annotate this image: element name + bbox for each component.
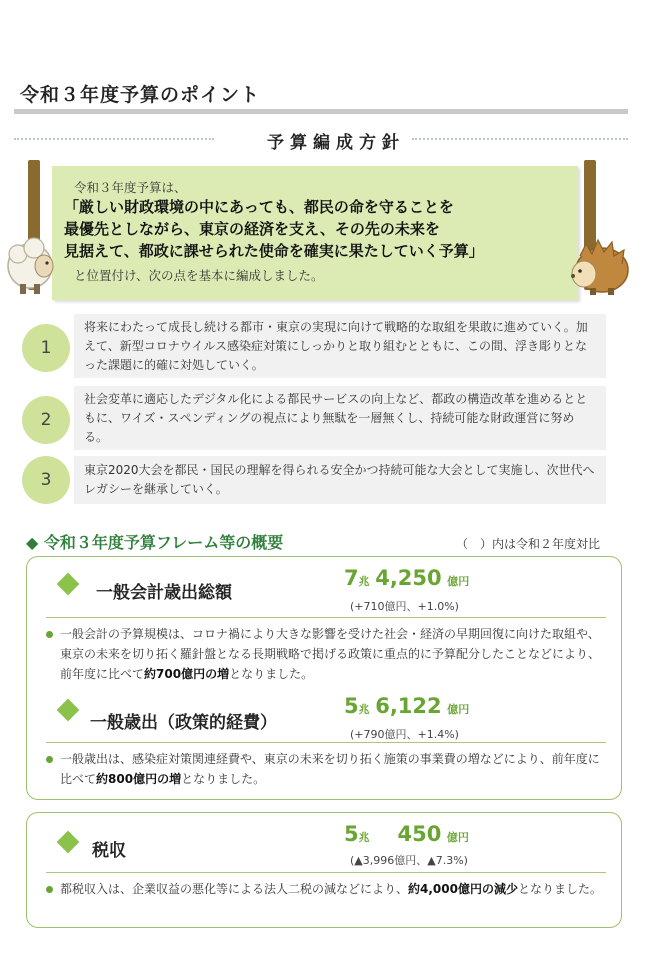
unit-oku: 億円	[447, 703, 470, 716]
comparison-note: （ ）内は令和２年度対比	[456, 537, 601, 551]
diamond-icon: ◆	[26, 533, 44, 552]
banner-line: 最優先としながら、東京の経済を支え、その先の未来を	[64, 220, 440, 238]
value-cho: 5	[344, 822, 359, 846]
banner-line: 「厳しい財政環境の中にあっても、都民の命を守ることを	[64, 198, 454, 216]
value-cho: 7	[344, 566, 359, 590]
bullet-icon	[46, 631, 53, 638]
point-text: 東京2020大会を都民・国民の理解を得られる安全かつ持続可能な大会として実施し、次世代へレガシーを継承していく。	[84, 463, 595, 496]
point-text: 将来にわたって成長し続ける都市・東京の実現に向けて戦略的な取組を果敢に進めていく。加えて、新型コロナウイルス感染症対策にしっかりと取り組むとともに、この間、浮き彫りとなった課題に的確に対処していく。	[84, 320, 588, 372]
desc-highlight: 約4,000億円の減少	[408, 882, 518, 896]
desc-text-end: となりました。	[181, 772, 266, 786]
category-value	[344, 566, 469, 590]
desc-text-end: となりました。	[517, 882, 602, 896]
desc-highlight: 約700億円の増	[144, 667, 230, 681]
unit-cho: 兆	[358, 703, 370, 716]
desc-text: 都税収入は、企業収益の悪化等による法人二税の減などにより、	[60, 882, 409, 896]
banner-outro: と位置付け、次の点を基本に編成しました。	[74, 268, 324, 283]
bullet-icon	[46, 886, 53, 893]
green-tag-icon	[56, 572, 80, 596]
unit-cho: 兆	[358, 831, 370, 844]
value-oku: 450	[397, 822, 442, 846]
category-value	[344, 694, 469, 718]
point-number-badge: 2	[22, 396, 70, 444]
banner-line: 見据えて、都政に課せられた使命を確実に果たしていく予算」	[64, 242, 484, 260]
point-number-badge: 3	[22, 456, 70, 504]
green-tag-icon	[56, 830, 80, 854]
category-underline	[46, 742, 606, 743]
desc-text-end: となりました。	[229, 667, 314, 681]
category-value	[344, 822, 469, 846]
policy-heading: 予算編成方針	[267, 133, 405, 153]
tax-frame-box	[26, 812, 622, 928]
desc-highlight: 約800億円の増	[96, 772, 182, 786]
category-title: 税収	[92, 841, 126, 861]
category-underline	[46, 872, 606, 873]
category-title: 一般歳出（政策的経費）	[90, 713, 277, 733]
category-description	[60, 624, 608, 684]
value-cho: 5	[344, 694, 359, 718]
category-underline	[46, 617, 606, 618]
unit-cho: 兆	[358, 575, 370, 588]
value-oku: 6,122	[375, 694, 442, 718]
unit-oku: 億円	[447, 575, 470, 588]
frame-section-heading	[26, 530, 283, 553]
sheep-mascot-icon	[4, 230, 62, 296]
category-description	[60, 749, 608, 789]
banner-main-statement	[64, 196, 584, 262]
desc-text: 一般歳出は、感染症対策関連経費や、東京の未来を切り拓く施策の事業費の増などにより、前年度に比べて	[60, 752, 600, 786]
category-title: 一般会計歳出総額	[96, 583, 232, 603]
title-divider	[14, 109, 628, 114]
page-title: 令和３年度予算のポイント	[20, 84, 261, 106]
desc-text: 一般会計の予算規模は、コロナ禍により大きな影響を受けた社会・経済の早期回復に向けた取組や、東京の未来を切り拓く羅針盤となる長期戦略で掲げる政策に重点的に予算配分したことなどにより、前年度に比べて	[60, 627, 601, 681]
green-tag-icon	[56, 698, 80, 722]
banner-intro: 令和３年度予算は、	[74, 180, 187, 195]
unit-oku: 億円	[446, 831, 469, 844]
point-text: 社会変革に適応したデジタル化による都民サービスの向上など、都政の構造改革を進めるとともに、ワイズ・スペンディングの視点により無駄を一層無くし、持続可能な財政運営に努める。	[84, 392, 588, 444]
value-oku: 4,250	[375, 566, 442, 590]
category-change: (+710億円、+1.0%)	[350, 600, 459, 613]
frame-section-title: 令和３年度予算フレーム等の概要	[43, 533, 284, 552]
category-change: (▲3,996億円、▲7.3%)	[350, 854, 468, 867]
point-number-badge: 1	[22, 324, 70, 372]
category-description	[60, 879, 608, 899]
category-change: (+790億円、+1.4%)	[350, 728, 459, 741]
bullet-icon	[46, 756, 53, 763]
